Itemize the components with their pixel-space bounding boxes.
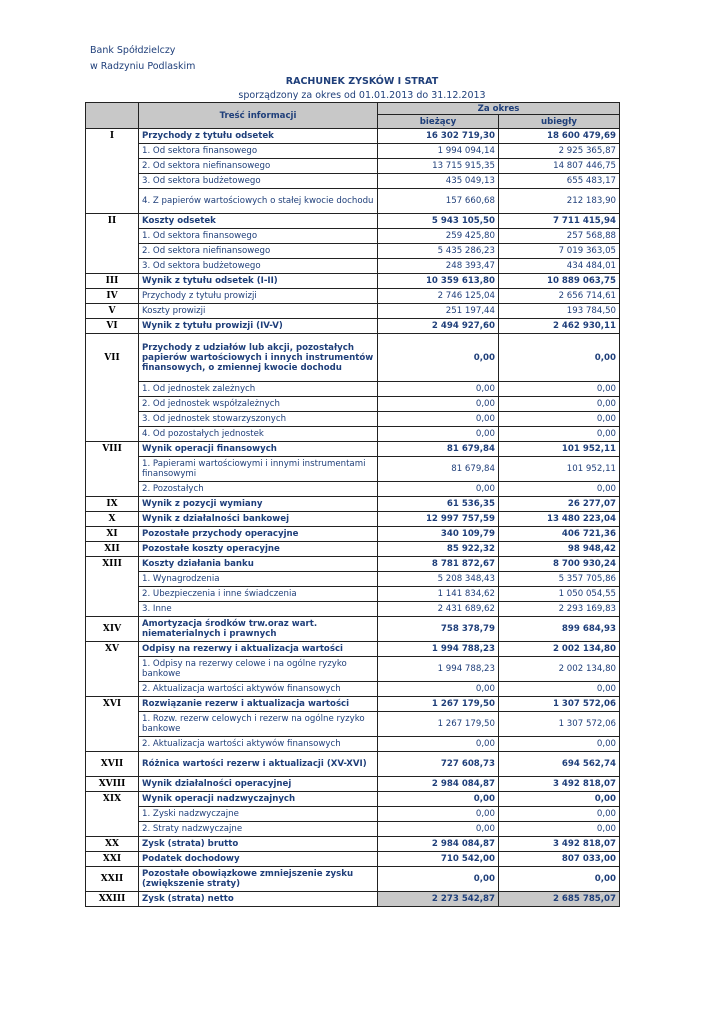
value-previous: 7 019 363,05 bbox=[499, 244, 620, 259]
row-label: Wynik operacji nadzwyczajnych bbox=[139, 792, 378, 807]
row-label: Wynik z pozycji wymiany bbox=[139, 497, 378, 512]
table-row bbox=[86, 189, 620, 214]
value-previous: 899 684,93 bbox=[499, 617, 620, 642]
table-row bbox=[86, 867, 620, 892]
value-previous: 26 277,07 bbox=[499, 497, 620, 512]
table-row bbox=[86, 289, 620, 304]
value-previous: 0,00 bbox=[499, 427, 620, 442]
row-label: Różnica wartości rezerw i aktualizacji (XV-XVI) bbox=[139, 752, 378, 777]
row-number bbox=[86, 174, 139, 189]
row-number bbox=[86, 712, 139, 737]
row-label: Przychody z udziałów lub akcji, pozostałych papierów wartościowych i innych instrumentów finansowych, o zmiennej kwocie dochodu bbox=[139, 334, 378, 382]
row-number bbox=[86, 602, 139, 617]
table-row bbox=[86, 837, 620, 852]
value-current: 12 997 757,59 bbox=[378, 512, 499, 527]
value-current: 2 984 084,87 bbox=[378, 777, 499, 792]
table-row bbox=[86, 657, 620, 682]
bank-name-line1: Bank Spółdzielczy bbox=[90, 45, 176, 56]
row-label: 2. Aktualizacja wartości aktywów finansowych bbox=[139, 737, 378, 752]
value-previous: 3 492 818,07 bbox=[499, 777, 620, 792]
value-previous: 0,00 bbox=[499, 334, 620, 382]
row-label: Pozostałe obowiązkowe zmniejszenie zysku (zwiększenie straty) bbox=[139, 867, 378, 892]
value-previous: 0,00 bbox=[499, 412, 620, 427]
table-row bbox=[86, 642, 620, 657]
document-subtitle: sporządzony za okres od 01.01.2013 do 31.12.2013 bbox=[238, 90, 486, 101]
value-previous: 0,00 bbox=[499, 682, 620, 697]
value-previous: 2 462 930,11 bbox=[499, 319, 620, 334]
row-label: Wynik z tytułu prowizji (IV-V) bbox=[139, 319, 378, 334]
row-label: 2. Aktualizacja wartości aktywów finansowych bbox=[139, 682, 378, 697]
table-row bbox=[86, 382, 620, 397]
row-number bbox=[86, 412, 139, 427]
table-row bbox=[86, 807, 620, 822]
value-previous: 101 952,11 bbox=[499, 442, 620, 457]
row-number: IX bbox=[86, 497, 139, 512]
value-current: 157 660,68 bbox=[378, 189, 499, 214]
table-row bbox=[86, 617, 620, 642]
row-label: Wynik z działalności bankowej bbox=[139, 512, 378, 527]
value-current: 85 922,32 bbox=[378, 542, 499, 557]
value-current: 758 378,79 bbox=[378, 617, 499, 642]
row-number bbox=[86, 457, 139, 482]
row-number bbox=[86, 482, 139, 497]
value-current: 5 943 105,50 bbox=[378, 214, 499, 229]
table-body bbox=[86, 129, 620, 907]
value-current: 1 994 788,23 bbox=[378, 657, 499, 682]
table-row bbox=[86, 427, 620, 442]
value-current: 81 679,84 bbox=[378, 442, 499, 457]
value-previous: 3 492 818,07 bbox=[499, 837, 620, 852]
table-row bbox=[86, 229, 620, 244]
value-current: 0,00 bbox=[378, 382, 499, 397]
header-period: Za okres bbox=[378, 103, 620, 115]
value-previous: 13 480 223,04 bbox=[499, 512, 620, 527]
value-previous: 101 952,11 bbox=[499, 457, 620, 482]
value-current: 0,00 bbox=[378, 427, 499, 442]
table-row bbox=[86, 752, 620, 777]
row-number bbox=[86, 382, 139, 397]
value-previous: 98 948,42 bbox=[499, 542, 620, 557]
row-number: X bbox=[86, 512, 139, 527]
value-current: 248 393,47 bbox=[378, 259, 499, 274]
value-previous: 257 568,88 bbox=[499, 229, 620, 244]
row-number: IV bbox=[86, 289, 139, 304]
table-row bbox=[86, 319, 620, 334]
row-number: VII bbox=[86, 334, 139, 382]
bank-name-line2: w Radzyniu Podlaskim bbox=[90, 61, 196, 72]
header-previous: ubiegły bbox=[499, 115, 620, 129]
value-previous: 406 721,36 bbox=[499, 527, 620, 542]
value-previous: 10 889 063,75 bbox=[499, 274, 620, 289]
value-current: 8 781 872,67 bbox=[378, 557, 499, 572]
row-label: Rozwiązanie rezerw i aktualizacja wartości bbox=[139, 697, 378, 712]
value-previous: 434 484,01 bbox=[499, 259, 620, 274]
table-row bbox=[86, 304, 620, 319]
value-current: 1 267 179,50 bbox=[378, 697, 499, 712]
row-number: XIX bbox=[86, 792, 139, 807]
value-current: 5 208 348,43 bbox=[378, 572, 499, 587]
row-number: XII bbox=[86, 542, 139, 557]
table-row bbox=[86, 852, 620, 867]
row-number: XVI bbox=[86, 697, 139, 712]
row-number bbox=[86, 427, 139, 442]
row-label: Zysk (strata) brutto bbox=[139, 837, 378, 852]
row-number: XIV bbox=[86, 617, 139, 642]
value-current: 0,00 bbox=[378, 682, 499, 697]
row-number: VI bbox=[86, 319, 139, 334]
header-number-cell bbox=[86, 103, 139, 129]
row-number: XVIII bbox=[86, 777, 139, 792]
row-number bbox=[86, 159, 139, 174]
table-row bbox=[86, 822, 620, 837]
table-row bbox=[86, 482, 620, 497]
table-row bbox=[86, 792, 620, 807]
row-number bbox=[86, 682, 139, 697]
value-current: 0,00 bbox=[378, 397, 499, 412]
table-row bbox=[86, 777, 620, 792]
row-number: XVII bbox=[86, 752, 139, 777]
value-current: 0,00 bbox=[378, 482, 499, 497]
bank-name bbox=[90, 43, 195, 75]
row-number bbox=[86, 587, 139, 602]
value-current: 10 359 613,80 bbox=[378, 274, 499, 289]
value-previous: 14 807 446,75 bbox=[499, 159, 620, 174]
table-row bbox=[86, 174, 620, 189]
value-current: 61 536,35 bbox=[378, 497, 499, 512]
value-previous: 212 183,90 bbox=[499, 189, 620, 214]
row-number bbox=[86, 244, 139, 259]
row-label: Pozostałe koszty operacyjne bbox=[139, 542, 378, 557]
row-number bbox=[86, 737, 139, 752]
value-current: 2 273 542,87 bbox=[378, 892, 499, 907]
value-previous: 18 600 479,69 bbox=[499, 129, 620, 144]
value-current: 2 431 689,62 bbox=[378, 602, 499, 617]
table-row bbox=[86, 214, 620, 229]
table-row bbox=[86, 557, 620, 572]
value-previous: 807 033,00 bbox=[499, 852, 620, 867]
table-row bbox=[86, 334, 620, 382]
table-row bbox=[86, 274, 620, 289]
row-number bbox=[86, 657, 139, 682]
row-number bbox=[86, 189, 139, 214]
value-current: 0,00 bbox=[378, 737, 499, 752]
row-label: Przychody z tytułu prowizji bbox=[139, 289, 378, 304]
table-row bbox=[86, 572, 620, 587]
row-label: 1. Zyski nadzwyczajne bbox=[139, 807, 378, 822]
value-previous: 0,00 bbox=[499, 807, 620, 822]
value-current: 1 267 179,50 bbox=[378, 712, 499, 737]
table-row bbox=[86, 542, 620, 557]
table-row bbox=[86, 457, 620, 482]
table-row bbox=[86, 712, 620, 737]
row-label: 3. Od sektora budżetowego bbox=[139, 259, 378, 274]
row-number: I bbox=[86, 129, 139, 144]
value-previous: 8 700 930,24 bbox=[499, 557, 620, 572]
row-number bbox=[86, 259, 139, 274]
value-current: 0,00 bbox=[378, 334, 499, 382]
value-current: 2 984 084,87 bbox=[378, 837, 499, 852]
row-label: Pozostałe przychody operacyjne bbox=[139, 527, 378, 542]
value-current: 251 197,44 bbox=[378, 304, 499, 319]
value-current: 16 302 719,30 bbox=[378, 129, 499, 144]
row-label: 4. Od pozostałych jednostek bbox=[139, 427, 378, 442]
row-number: II bbox=[86, 214, 139, 229]
table-row bbox=[86, 512, 620, 527]
value-previous: 2 656 714,61 bbox=[499, 289, 620, 304]
row-label: 1. Odpisy na rezerwy celowe i na ogólne ryzyko bankowe bbox=[139, 657, 378, 682]
value-current: 13 715 915,35 bbox=[378, 159, 499, 174]
row-label: Koszty działania banku bbox=[139, 557, 378, 572]
table-row bbox=[86, 259, 620, 274]
value-previous: 2 925 365,87 bbox=[499, 144, 620, 159]
value-current: 1 141 834,62 bbox=[378, 587, 499, 602]
row-label: Przychody z tytułu odsetek bbox=[139, 129, 378, 144]
row-label: 3. Od sektora budżetowego bbox=[139, 174, 378, 189]
row-number: XXIII bbox=[86, 892, 139, 907]
row-label: 2. Pozostałych bbox=[139, 482, 378, 497]
value-current: 1 994 788,23 bbox=[378, 642, 499, 657]
value-previous: 694 562,74 bbox=[499, 752, 620, 777]
table-row bbox=[86, 159, 620, 174]
value-previous: 1 050 054,55 bbox=[499, 587, 620, 602]
value-current: 0,00 bbox=[378, 822, 499, 837]
value-current: 0,00 bbox=[378, 807, 499, 822]
header-current: bieżący bbox=[378, 115, 499, 129]
row-label: Wynik działalności operacyjnej bbox=[139, 777, 378, 792]
value-previous: 0,00 bbox=[499, 397, 620, 412]
row-label: 2. Straty nadzwyczajne bbox=[139, 822, 378, 837]
income-statement-table bbox=[85, 102, 620, 907]
value-previous: 2 685 785,07 bbox=[499, 892, 620, 907]
value-previous: 2 293 169,83 bbox=[499, 602, 620, 617]
value-current: 2 746 125,04 bbox=[378, 289, 499, 304]
document-title: RACHUNEK ZYSKÓW I STRAT bbox=[285, 76, 439, 87]
row-number bbox=[86, 144, 139, 159]
value-previous: 7 711 415,94 bbox=[499, 214, 620, 229]
row-label: 1. Od sektora finansowego bbox=[139, 229, 378, 244]
value-current: 710 542,00 bbox=[378, 852, 499, 867]
row-label: 2. Ubezpieczenia i inne świadczenia bbox=[139, 587, 378, 602]
value-current: 727 608,73 bbox=[378, 752, 499, 777]
value-previous: 1 307 572,06 bbox=[499, 697, 620, 712]
row-label: 2. Od jednostek współzależnych bbox=[139, 397, 378, 412]
row-label: 4. Z papierów wartościowych o stałej kwocie dochodu bbox=[139, 189, 378, 214]
table-row bbox=[86, 737, 620, 752]
row-number bbox=[86, 822, 139, 837]
table-row bbox=[86, 442, 620, 457]
row-label: 1. Rozw. rezerw celowych i rezerw na ogólne ryzyko bankowe bbox=[139, 712, 378, 737]
value-current: 2 494 927,60 bbox=[378, 319, 499, 334]
row-number: III bbox=[86, 274, 139, 289]
value-current: 81 679,84 bbox=[378, 457, 499, 482]
value-current: 435 049,13 bbox=[378, 174, 499, 189]
value-previous: 0,00 bbox=[499, 382, 620, 397]
value-previous: 2 002 134,80 bbox=[499, 642, 620, 657]
row-label: 3. Od jednostek stowarzyszonych bbox=[139, 412, 378, 427]
value-previous: 193 784,50 bbox=[499, 304, 620, 319]
row-label: Wynik z tytułu odsetek (I-II) bbox=[139, 274, 378, 289]
row-number bbox=[86, 572, 139, 587]
row-number bbox=[86, 807, 139, 822]
value-previous: 0,00 bbox=[499, 867, 620, 892]
row-number: XX bbox=[86, 837, 139, 852]
value-current: 1 994 094,14 bbox=[378, 144, 499, 159]
value-previous: 5 357 705,86 bbox=[499, 572, 620, 587]
row-number: XI bbox=[86, 527, 139, 542]
row-number bbox=[86, 397, 139, 412]
table-row bbox=[86, 412, 620, 427]
row-number: XIII bbox=[86, 557, 139, 572]
table-row bbox=[86, 244, 620, 259]
value-previous: 1 307 572,06 bbox=[499, 712, 620, 737]
row-number: XXI bbox=[86, 852, 139, 867]
row-label: 1. Papierami wartościowymi i innymi instrumentami finansowymi bbox=[139, 457, 378, 482]
value-previous: 0,00 bbox=[499, 822, 620, 837]
row-number: XV bbox=[86, 642, 139, 657]
table-row bbox=[86, 892, 620, 907]
header-content: Treść informacji bbox=[139, 103, 378, 129]
value-previous: 0,00 bbox=[499, 737, 620, 752]
row-label: 2. Od sektora niefinansowego bbox=[139, 159, 378, 174]
value-previous: 655 483,17 bbox=[499, 174, 620, 189]
row-number: XXII bbox=[86, 867, 139, 892]
table-row bbox=[86, 602, 620, 617]
row-label: Amortyzacja środków trw.oraz wart. niematerialnych i prawnych bbox=[139, 617, 378, 642]
row-number: VIII bbox=[86, 442, 139, 457]
row-label: Wynik operacji finansowych bbox=[139, 442, 378, 457]
table-row bbox=[86, 697, 620, 712]
table-row bbox=[86, 527, 620, 542]
row-number bbox=[86, 229, 139, 244]
row-label: Podatek dochodowy bbox=[139, 852, 378, 867]
table-row bbox=[86, 497, 620, 512]
row-label: 3. Inne bbox=[139, 602, 378, 617]
row-label: Koszty odsetek bbox=[139, 214, 378, 229]
value-previous: 0,00 bbox=[499, 482, 620, 497]
row-label: 1. Od jednostek zależnych bbox=[139, 382, 378, 397]
table-row bbox=[86, 587, 620, 602]
value-current: 259 425,80 bbox=[378, 229, 499, 244]
value-previous: 2 002 134,80 bbox=[499, 657, 620, 682]
row-number: V bbox=[86, 304, 139, 319]
table-row bbox=[86, 144, 620, 159]
value-current: 0,00 bbox=[378, 792, 499, 807]
table-row bbox=[86, 682, 620, 697]
row-label: 2. Od sektora niefinansowego bbox=[139, 244, 378, 259]
row-label: 1. Wynagrodzenia bbox=[139, 572, 378, 587]
row-label: Koszty prowizji bbox=[139, 304, 378, 319]
row-label: Odpisy na rezerwy i aktualizacja wartości bbox=[139, 642, 378, 657]
value-current: 0,00 bbox=[378, 867, 499, 892]
value-current: 340 109,79 bbox=[378, 527, 499, 542]
value-previous: 0,00 bbox=[499, 792, 620, 807]
table-row bbox=[86, 397, 620, 412]
value-current: 0,00 bbox=[378, 412, 499, 427]
value-current: 5 435 286,23 bbox=[378, 244, 499, 259]
row-label: 1. Od sektora finansowego bbox=[139, 144, 378, 159]
row-label: Zysk (strata) netto bbox=[139, 892, 378, 907]
table-row bbox=[86, 129, 620, 144]
